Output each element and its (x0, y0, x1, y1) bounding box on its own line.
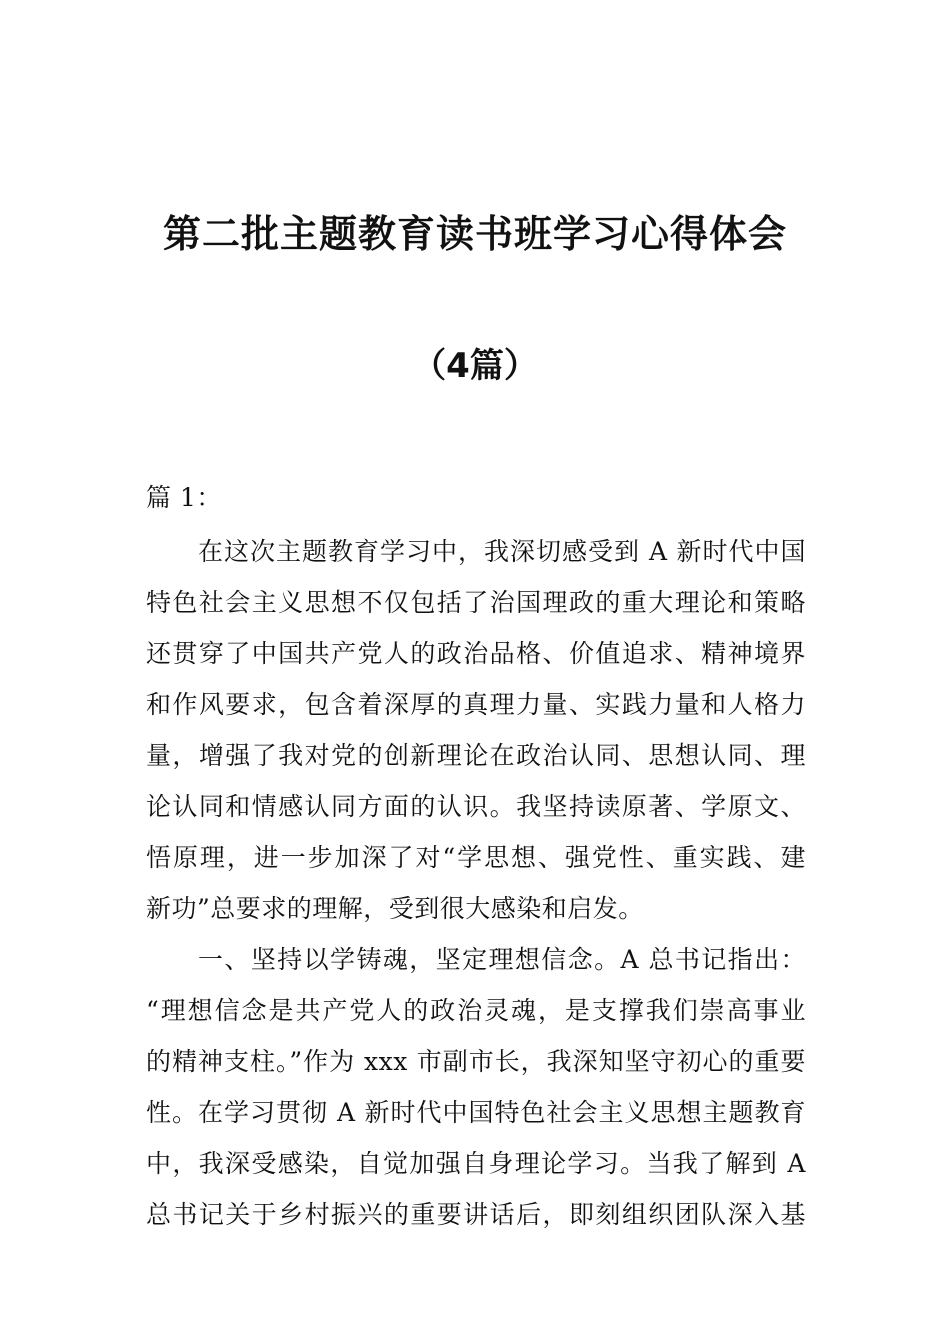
paragraph-line: 一、坚持以学铸魂，坚定理想信念。A 总书记指出： (198, 945, 806, 974)
section-label: 篇 1： (146, 483, 222, 512)
paragraph-line: 和作风要求，包含着深厚的真理力量、实践力量和人格力 (146, 690, 806, 719)
paragraph-line: 量，增强了我对党的创新理论在政治认同、思想认同、理 (146, 741, 806, 770)
paragraph-line: 中，我深受感染，自觉加强自身理论学习。当我了解到 A (146, 1149, 806, 1178)
paragraph-line: “理想信念是共产党人的政治灵魂，是支撑我们崇高事业 (146, 996, 806, 1025)
document-title: 第二批主题教育读书班学习心得体会 (162, 212, 787, 256)
paragraph-line: 论认同和情感认同方面的认识。我坚持读原著、学原文、 (146, 792, 806, 821)
paragraph-line: 的精神支柱。”作为 xxx 市副市长，我深知坚守初心的重要 (146, 1047, 806, 1076)
paragraph-line: 悟原理，进一步加深了对“学思想、强党性、重实践、建 (146, 843, 806, 872)
paragraph-line: 还贯穿了中国共产党人的政治品格、价值追求、精神境界 (146, 639, 806, 668)
paragraph-line: 总书记关于乡村振兴的重要讲话后，即刻组织团队深入基 (146, 1200, 806, 1229)
paragraph-line: 在这次主题教育学习中，我深切感受到 A 新时代中国 (198, 537, 806, 566)
paragraph-line: 新功”总要求的理解，受到很大感染和启发。 (146, 894, 644, 923)
document-body (146, 470, 806, 1240)
paragraph-line: 性。在学习贯彻 A 新时代中国特色社会主义思想主题教育 (146, 1098, 806, 1127)
document-subtitle: （4篇） (412, 346, 538, 386)
paragraph-line: 特色社会主义思想不仅包括了治国理政的重大理论和策略 (146, 588, 806, 617)
